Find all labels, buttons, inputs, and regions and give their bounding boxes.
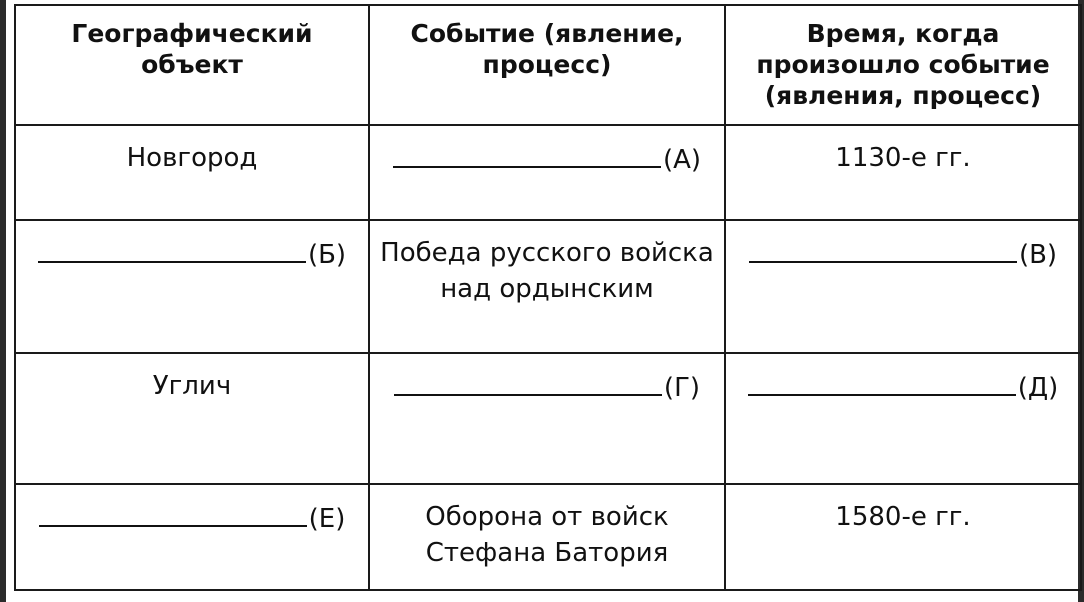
answer-line <box>39 499 307 527</box>
cell-event: Победа русского войска над ордынским <box>369 220 725 353</box>
blank-label: (В) <box>1018 240 1058 270</box>
blank-field-b <box>38 235 346 273</box>
answer-line <box>749 235 1017 263</box>
cell-time-blank <box>725 220 1081 353</box>
blank-label: (Д) <box>1017 373 1059 403</box>
cell-time: 1580-е гг. <box>725 484 1081 590</box>
blank-field-d <box>748 368 1059 406</box>
table-row <box>15 353 1081 484</box>
blank-label: (Г) <box>663 373 701 403</box>
header-geographic-object: Географический объект <box>15 5 369 125</box>
answer-line <box>38 235 306 263</box>
blank-field-g <box>394 368 700 406</box>
answer-line <box>748 368 1016 396</box>
header-event: Событие (явление, процесс) <box>369 5 725 125</box>
cell-event-blank <box>369 125 725 220</box>
header-time: Время, когда произошло событие (явления, процесс) <box>725 5 1081 125</box>
cell-object-blank <box>15 220 369 353</box>
header-row <box>15 5 1081 125</box>
cell-event: Оборона от войск Стефана Батория <box>369 484 725 590</box>
blank-field-a <box>393 140 701 178</box>
blank-field-v <box>749 235 1057 273</box>
cell-object: Углич <box>15 353 369 484</box>
answer-line <box>393 140 661 168</box>
cell-time: 1130-е гг. <box>725 125 1081 220</box>
cell-time-blank <box>725 353 1081 484</box>
blank-label: (А) <box>662 145 702 175</box>
cell-object-blank <box>15 484 369 590</box>
blank-label: (Б) <box>307 240 347 270</box>
table-row <box>15 125 1081 220</box>
history-table <box>14 4 1082 591</box>
answer-line <box>394 368 662 396</box>
cell-event-blank <box>369 353 725 484</box>
blank-field-e <box>39 499 346 537</box>
table-row <box>15 484 1081 590</box>
cell-object: Новгород <box>15 125 369 220</box>
table-row <box>15 220 1081 353</box>
blank-label: (Е) <box>308 504 346 534</box>
